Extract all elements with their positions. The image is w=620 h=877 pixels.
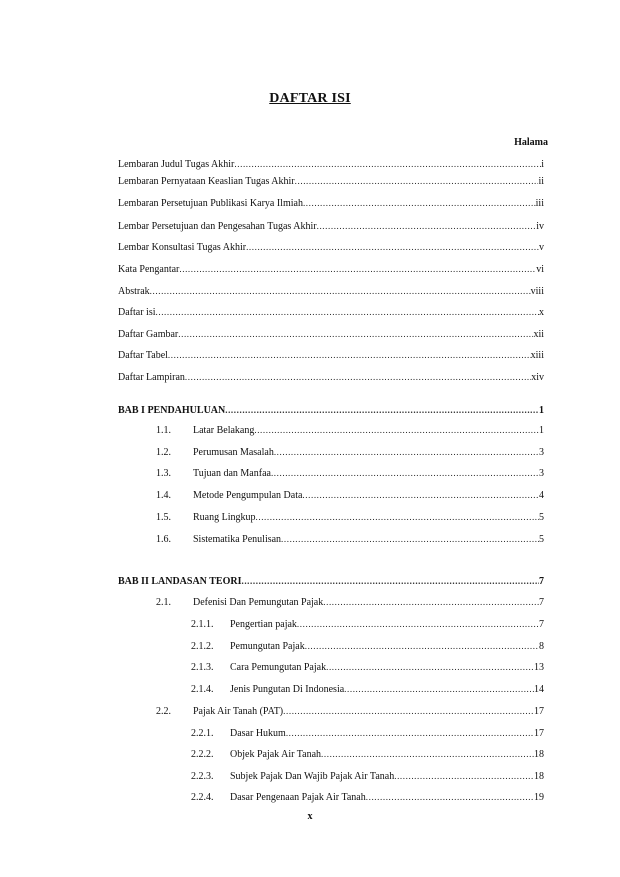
toc-subsection-page: 17: [534, 728, 544, 739]
toc-section-page: 7: [539, 597, 544, 608]
toc-entry[interactable]: [118, 240, 544, 254]
leader-dots: [281, 532, 539, 546]
toc-entry-page: xiii: [530, 350, 544, 361]
leader-dots: [274, 445, 539, 459]
toc-section-label: Pajak Air Tanah (PAT): [193, 706, 284, 717]
toc-entry[interactable]: [118, 174, 544, 188]
toc-entry-label: Lembar Konsultasi Tugas Akhir: [118, 242, 247, 253]
toc-section-page: 5: [539, 534, 544, 545]
toc-section-page: 3: [539, 468, 544, 479]
toc-entry-page: xiv: [531, 372, 544, 383]
toc-subsection-number: 2.2.2.: [191, 749, 214, 760]
leader-dots: [234, 157, 541, 171]
leader-dots: [366, 790, 534, 804]
leader-dots: [283, 704, 534, 718]
toc-section-label: Tujuan dan Manfaa: [193, 468, 271, 479]
toc-entry[interactable]: [118, 196, 544, 210]
toc-subsection-page: 18: [534, 749, 544, 760]
toc-entry-label: Kata Pengantar: [118, 264, 180, 275]
toc-entry[interactable]: [118, 348, 544, 362]
toc-section-number: 2.2.: [156, 706, 171, 717]
toc-subsection[interactable]: [191, 639, 544, 653]
toc-section-label: Sistematika Penulisan: [193, 534, 282, 545]
page-column-header: Halama: [514, 137, 548, 148]
toc-subsection[interactable]: [191, 769, 544, 783]
leader-dots: [254, 423, 539, 437]
toc-subsection-page: 8: [539, 641, 544, 652]
toc-entry-label: Lembar Persetujuan dan Pengesahan Tugas Akhir: [118, 221, 317, 232]
leader-dots: [168, 348, 531, 362]
toc-subsection[interactable]: [191, 682, 544, 696]
toc-section-page: 17: [534, 706, 544, 717]
leader-dots: [246, 240, 539, 254]
toc-entry-label: Lembaran Persetujuan Publikasi Karya Ilmiah: [118, 198, 303, 209]
toc-entry-page: iv: [536, 221, 544, 232]
leader-dots: [241, 574, 539, 588]
toc-subsection[interactable]: [191, 747, 544, 761]
toc-section-number: 1.1.: [156, 425, 171, 436]
toc-subsection-label: Pengertian pajak: [230, 619, 297, 630]
toc-entry-label: Lembaran Pernyataan Keaslian Tugas Akhir: [118, 176, 295, 187]
toc-entry[interactable]: [118, 305, 544, 319]
toc-subsection-number: 2.1.4.: [191, 684, 214, 695]
toc-subsection-label: Subjek Pajak Dan Wajib Pajak Air Tanah: [230, 771, 395, 782]
toc-subsection-label: Jenis Pungutan Di Indonesia: [230, 684, 345, 695]
toc-subsection[interactable]: [191, 660, 544, 674]
toc-chapter-label: BAB II LANDASAN TEORI: [118, 576, 242, 587]
toc-subsection-page: 18: [534, 771, 544, 782]
toc-section-number: 1.2.: [156, 447, 171, 458]
toc-section-page: 4: [539, 490, 544, 501]
leader-dots: [317, 219, 537, 233]
toc-entry[interactable]: [118, 370, 544, 384]
toc-section[interactable]: [156, 423, 544, 437]
toc-subsection-number: 2.2.1.: [191, 728, 214, 739]
toc-subsection-label: Cara Pemungutan Pajak: [230, 662, 327, 673]
leader-dots: [150, 284, 531, 298]
toc-subsection[interactable]: [191, 790, 544, 804]
toc-entry-page: iii: [535, 198, 544, 209]
toc-subsection-number: 2.1.1.: [191, 619, 214, 630]
toc-chapter[interactable]: [118, 403, 544, 417]
toc-entry-page: xii: [533, 329, 544, 340]
toc-subsection-label: Objek Pajak Air Tanah: [230, 749, 322, 760]
toc-section-label: Metode Pengumpulan Data: [193, 490, 303, 501]
leader-dots: [394, 769, 534, 783]
leader-dots: [326, 660, 534, 674]
toc-section-number: 1.3.: [156, 468, 171, 479]
leader-dots: [305, 639, 539, 653]
toc-entry-page: ii: [538, 176, 544, 187]
toc-section[interactable]: [156, 510, 544, 524]
toc-entry-label: Daftar isi: [118, 307, 156, 318]
toc-entry[interactable]: [118, 327, 544, 341]
toc-entry-label: Abstrak: [118, 286, 150, 297]
leader-dots: [179, 262, 536, 276]
toc-subsection-number: 2.2.4.: [191, 792, 214, 803]
toc-entry-label: Daftar Lampiran: [118, 372, 185, 383]
toc-section-label: Defenisi Dan Pemungutan Pajak: [193, 597, 324, 608]
leader-dots: [256, 510, 540, 524]
page-title: DAFTAR ISI: [269, 91, 351, 106]
toc-subsection-label: Pemungutan Pajak: [230, 641, 305, 652]
toc-entry[interactable]: [118, 284, 544, 298]
toc-subsection-page: 7: [539, 619, 544, 630]
toc-entry-page: vi: [536, 264, 544, 275]
toc-section[interactable]: [156, 704, 544, 718]
toc-entry-label: Daftar Tabel: [118, 350, 168, 361]
page-number: x: [307, 811, 313, 822]
toc-entry-page: v: [539, 242, 544, 253]
leader-dots: [303, 196, 536, 210]
toc-chapter-page: 1: [539, 405, 544, 416]
toc-section[interactable]: [156, 445, 544, 459]
leader-dots: [302, 488, 539, 502]
toc-section[interactable]: [156, 595, 544, 609]
toc-entry-label: Lembaran Judul Tugas Akhir: [118, 159, 235, 170]
leader-dots: [185, 370, 531, 384]
toc-chapter[interactable]: [118, 574, 544, 588]
toc-section[interactable]: [156, 488, 544, 502]
toc-chapter-label: BAB I PENDAHULUAN: [118, 405, 226, 416]
toc-section-label: Perumusan Masalah: [193, 447, 274, 458]
toc-section-number: 2.1.: [156, 597, 171, 608]
toc-subsection-page: 19: [534, 792, 544, 803]
toc-section-page: 3: [539, 447, 544, 458]
leader-dots: [344, 682, 534, 696]
toc-subsection-label: Dasar Hukum: [230, 728, 286, 739]
toc-section[interactable]: [156, 466, 544, 480]
toc-entry[interactable]: [118, 219, 544, 233]
leader-dots: [297, 617, 539, 631]
leader-dots: [323, 595, 539, 609]
toc-section[interactable]: [156, 532, 544, 546]
toc-subsection-page: 14: [534, 684, 544, 695]
toc-subsection-number: 2.2.3.: [191, 771, 214, 782]
toc-entry[interactable]: [118, 262, 544, 276]
toc-subsection-label: Dasar Pengenaan Pajak Air Tanah: [230, 792, 366, 803]
leader-dots: [156, 305, 540, 319]
leader-dots: [295, 174, 539, 188]
toc-chapter-page: 7: [539, 576, 544, 587]
leader-dots: [178, 327, 533, 341]
toc-subsection[interactable]: [191, 617, 544, 631]
toc-section-label: Ruang Lingkup: [193, 512, 256, 523]
toc-subsection-page: 13: [534, 662, 544, 673]
toc-entry-page: i: [541, 159, 544, 170]
toc-subsection-number: 2.1.2.: [191, 641, 214, 652]
toc-section-page: 5: [539, 512, 544, 523]
toc-section-number: 1.5.: [156, 512, 171, 523]
leader-dots: [225, 403, 539, 417]
toc-section-page: 1: [539, 425, 544, 436]
toc-entry-page: x: [539, 307, 544, 318]
toc-entry-label: Daftar Gambar: [118, 329, 179, 340]
leader-dots: [286, 726, 534, 740]
toc-subsection[interactable]: [191, 726, 544, 740]
toc-entry[interactable]: [118, 157, 544, 171]
toc-subsection-number: 2.1.3.: [191, 662, 214, 673]
leader-dots: [321, 747, 534, 761]
leader-dots: [271, 466, 539, 480]
toc-section-number: 1.6.: [156, 534, 171, 545]
toc-entry-page: viii: [530, 286, 544, 297]
toc-section-number: 1.4.: [156, 490, 171, 501]
toc-section-label: Latar Belakang: [193, 425, 255, 436]
